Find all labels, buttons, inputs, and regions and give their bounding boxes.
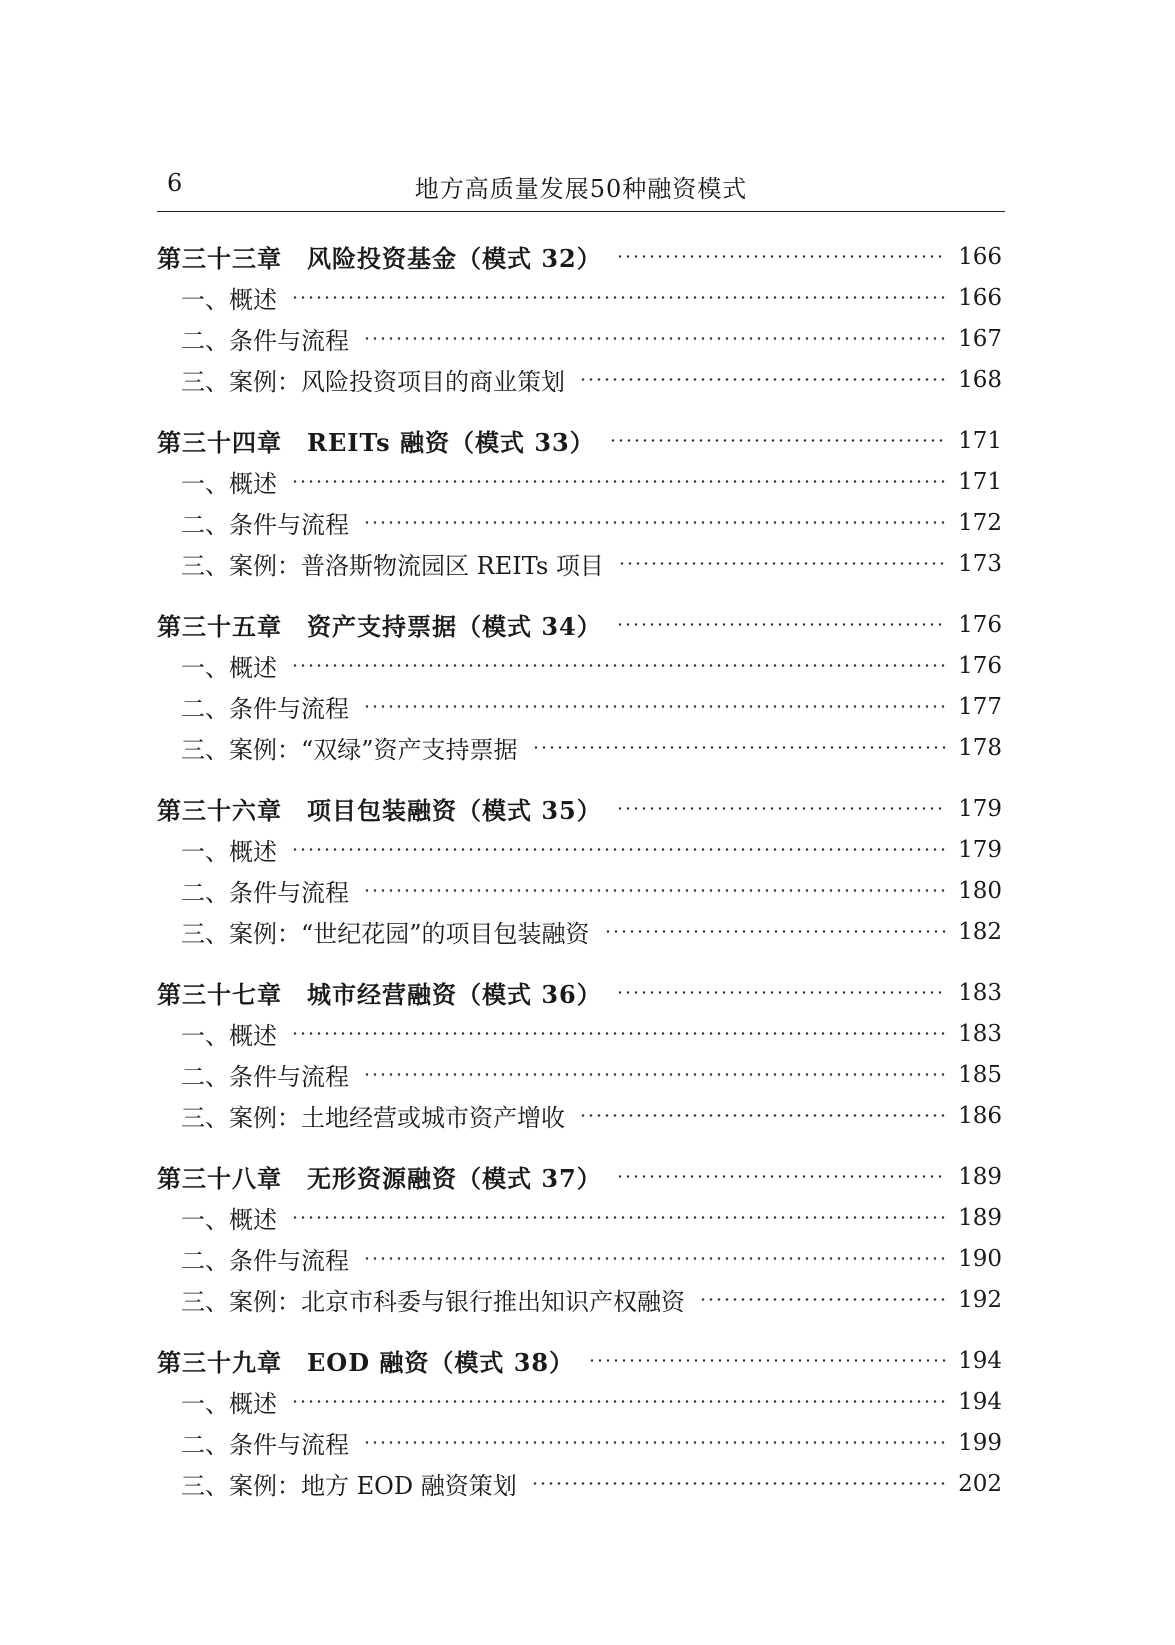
dot-leader	[616, 807, 946, 810]
toc-chapter-entry-page-number: 179	[958, 795, 1002, 822]
dot-leader	[616, 255, 946, 258]
toc-chapter-entry[interactable]	[157, 604, 1002, 645]
toc-section-entry-page-number: 186	[958, 1102, 1002, 1129]
toc-chapter-entry[interactable]	[157, 236, 1002, 277]
toc-chapter-entry[interactable]	[157, 788, 1002, 829]
toc-section-entry[interactable]	[157, 359, 1002, 400]
toc-chapter-entry-page-number: 176	[958, 611, 1002, 638]
dot-leader	[363, 1257, 946, 1260]
toc-section-entry[interactable]	[157, 1197, 1002, 1238]
chapter-block	[157, 1340, 1002, 1504]
dot-leader	[291, 480, 946, 483]
dot-leader	[609, 439, 946, 442]
toc-chapter-entry-label: 第三十四章 REITs 融资（模式 33）	[157, 428, 595, 457]
dot-leader	[291, 664, 946, 667]
toc-section-entry-label: 三、案例：地方 EOD 融资策划	[181, 1472, 517, 1500]
page-number: 6	[167, 169, 183, 197]
toc-section-entry-page-number: 180	[958, 877, 1002, 904]
toc-section-entry-page-number: 199	[958, 1429, 1002, 1456]
dot-leader	[291, 1400, 946, 1403]
toc-chapter-entry[interactable]	[157, 420, 1002, 461]
book-title: 地方高质量发展50种融资模式	[414, 175, 748, 203]
dot-leader	[699, 1298, 946, 1301]
toc-section-entry-page-number: 183	[958, 1020, 1002, 1047]
toc-section-entry-page-number: 166	[958, 284, 1002, 311]
dot-leader	[291, 1216, 946, 1219]
toc-section-entry[interactable]	[157, 1279, 1002, 1320]
toc-section-entry[interactable]	[157, 727, 1002, 768]
toc-section-entry-page-number: 167	[958, 325, 1002, 352]
toc-section-entry-label: 二、条件与流程	[181, 879, 349, 907]
dot-leader	[616, 991, 946, 994]
toc-section-entry[interactable]	[157, 277, 1002, 318]
toc-chapter-entry-label: 第三十八章 无形资源融资（模式 37）	[157, 1164, 602, 1193]
toc-section-entry[interactable]	[157, 461, 1002, 502]
chapter-block	[157, 236, 1002, 400]
toc-section-entry-label: 一、概述	[181, 1022, 277, 1050]
toc-section-entry-page-number: 179	[958, 836, 1002, 863]
toc-section-entry-label: 二、条件与流程	[181, 695, 349, 723]
dot-leader	[588, 1359, 946, 1362]
dot-leader	[616, 1175, 946, 1178]
toc-section-entry-page-number: 178	[958, 734, 1002, 761]
toc-chapter-entry-page-number: 171	[958, 427, 1002, 454]
toc-section-entry-label: 一、概述	[181, 1390, 277, 1418]
dot-leader	[291, 296, 946, 299]
toc-section-entry[interactable]	[157, 543, 1002, 584]
dot-leader	[363, 521, 946, 524]
toc-chapter-entry-page-number: 194	[958, 1347, 1002, 1374]
toc-chapter-entry-page-number: 189	[958, 1163, 1002, 1190]
dot-leader	[363, 337, 946, 340]
toc-chapter-entry[interactable]	[157, 1156, 1002, 1197]
toc-section-entry-label: 一、概述	[181, 838, 277, 866]
toc-chapter-entry-page-number: 183	[958, 979, 1002, 1006]
toc-chapter-entry[interactable]	[157, 1340, 1002, 1381]
dot-leader	[616, 623, 946, 626]
dot-leader	[363, 1073, 946, 1076]
dot-leader	[579, 1114, 946, 1117]
toc-section-entry-page-number: 182	[958, 918, 1002, 945]
toc-section-entry-page-number: 172	[958, 509, 1002, 536]
dot-leader	[291, 1032, 946, 1035]
toc-chapter-entry-label: 第三十九章 EOD 融资（模式 38）	[157, 1348, 575, 1377]
toc-section-entry[interactable]	[157, 318, 1002, 359]
toc-section-entry-label: 三、案例：普洛斯物流园区 REITs 项目	[181, 552, 604, 580]
toc-section-entry-label: 三、案例：北京市科委与银行推出知识产权融资	[181, 1288, 685, 1316]
toc-section-entry-page-number: 176	[958, 652, 1002, 679]
toc-section-entry-page-number: 168	[958, 366, 1002, 393]
chapter-block	[157, 972, 1002, 1136]
toc-section-entry-label: 三、案例：“双绿”资产支持票据	[181, 736, 518, 764]
toc-section-entry-page-number: 189	[958, 1204, 1002, 1231]
toc-section-entry-page-number: 202	[958, 1470, 1002, 1497]
toc-section-entry-page-number: 173	[958, 550, 1002, 577]
dot-leader	[363, 889, 946, 892]
toc-chapter-entry-label: 第三十五章 资产支持票据（模式 34）	[157, 612, 602, 641]
chapter-block	[157, 788, 1002, 952]
toc-chapter-entry-label: 第三十七章 城市经营融资（模式 36）	[157, 980, 602, 1009]
toc-section-entry-label: 二、条件与流程	[181, 1431, 349, 1459]
toc-section-entry-label: 一、概述	[181, 654, 277, 682]
chapter-block	[157, 604, 1002, 768]
toc-chapter-entry-label: 第三十三章 风险投资基金（模式 32）	[157, 244, 602, 273]
toc-section-entry-label: 三、案例：土地经营或城市资产增收	[181, 1104, 565, 1132]
dot-leader	[531, 1482, 946, 1485]
toc-chapter-entry-label: 第三十六章 项目包装融资（模式 35）	[157, 796, 602, 825]
dot-leader	[363, 705, 946, 708]
toc-section-entry-label: 二、条件与流程	[181, 1063, 349, 1091]
toc-section-entry-label: 三、案例：“世纪花园”的项目包装融资	[181, 920, 590, 948]
dot-leader	[618, 562, 946, 565]
toc-section-entry-label: 二、条件与流程	[181, 1247, 349, 1275]
toc-section-entry-page-number: 192	[958, 1286, 1002, 1313]
running-header	[157, 165, 1005, 212]
dot-leader	[291, 848, 946, 851]
toc-section-entry[interactable]	[157, 1463, 1002, 1504]
dot-leader	[579, 378, 946, 381]
toc-section-entry[interactable]	[157, 645, 1002, 686]
toc-section-entry-label: 一、概述	[181, 286, 277, 314]
toc-section-entry[interactable]	[157, 1238, 1002, 1279]
toc-chapter-entry[interactable]	[157, 972, 1002, 1013]
chapter-block	[157, 1156, 1002, 1320]
dot-leader	[532, 746, 947, 749]
toc-section-entry-page-number: 171	[958, 468, 1002, 495]
toc-section-entry[interactable]	[157, 1381, 1002, 1422]
toc-section-entry[interactable]	[157, 502, 1002, 543]
chapter-block	[157, 420, 1002, 584]
dot-leader	[604, 930, 947, 933]
toc-chapter-entry-page-number: 166	[958, 243, 1002, 270]
toc-section-entry[interactable]	[157, 870, 1002, 911]
toc-section-entry-page-number: 185	[958, 1061, 1002, 1088]
toc-section-entry[interactable]	[157, 1422, 1002, 1463]
table-of-contents	[157, 236, 1002, 1524]
toc-section-entry[interactable]	[157, 1013, 1002, 1054]
toc-section-entry[interactable]	[157, 829, 1002, 870]
toc-section-entry-label: 一、概述	[181, 1206, 277, 1234]
toc-section-entry[interactable]	[157, 1054, 1002, 1095]
toc-section-entry-label: 三、案例：风险投资项目的商业策划	[181, 368, 565, 396]
toc-section-entry[interactable]	[157, 686, 1002, 727]
toc-section-entry[interactable]	[157, 1095, 1002, 1136]
toc-section-entry-label: 二、条件与流程	[181, 511, 349, 539]
toc-section-entry[interactable]	[157, 911, 1002, 952]
toc-section-entry-page-number: 190	[958, 1245, 1002, 1272]
toc-section-entry-label: 二、条件与流程	[181, 327, 349, 355]
toc-section-entry-page-number: 194	[958, 1388, 1002, 1415]
toc-section-entry-page-number: 177	[958, 693, 1002, 720]
dot-leader	[363, 1441, 946, 1444]
toc-section-entry-label: 一、概述	[181, 470, 277, 498]
